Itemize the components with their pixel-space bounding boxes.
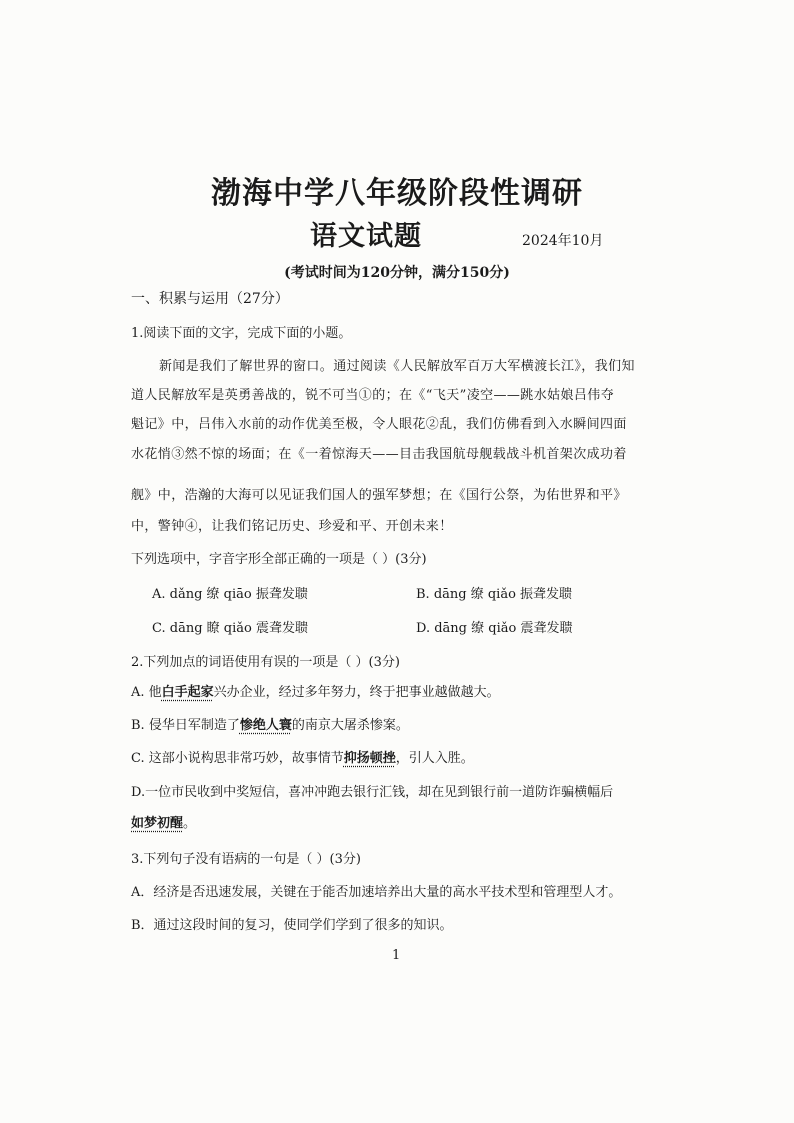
- passage-line: 道人民解放军是英勇善战的，锐不可当①的；在《“飞天”凌空——跳水姑娘吕伟夺: [131, 388, 615, 403]
- passage-line: 水花悄③然不惊的场面；在《一着惊海天——目击我国航母舰载战斗机首架次成功着: [131, 447, 627, 462]
- option-c: C. dāng 瞭 qiǎo 震聋发聩: [152, 621, 308, 636]
- question-2-option-a: A. 他白手起家兴办企业，经过多年努力，终于把事业越做越大。: [131, 685, 500, 700]
- passage-line: 魁记》中，吕伟入水前的动作优美至极，令人眼花②乱，我们仿佛看到入水瞬间四面: [131, 417, 627, 432]
- section-heading: 一、积累与运用（27分）: [131, 291, 289, 307]
- page-subtitle: 语文试题: [310, 221, 422, 252]
- passage-line: 舰》中，浩瀚的大海可以见证我们国人的强军梦想；在《国行公祭，为佑世界和平》: [131, 488, 627, 503]
- question-2-stem: 2.下列加点的词语使用有误的一项是（ ）(3分): [131, 655, 400, 670]
- question-2-option-d-cont: 如梦初醒。: [131, 816, 197, 831]
- page-number: 1: [392, 948, 401, 963]
- option-b: B. dāng 缭 qiǎo 振聋发聩: [416, 587, 573, 602]
- passage-line: 新闻是我们了解世界的窗口。通过阅读《人民解放军百万大军横渡长江》，我们知: [159, 359, 635, 374]
- question-1-stem: 下列选项中，字音字形全部正确的一项是（ ）(3分): [131, 552, 427, 567]
- option-d: D. dāng 缭 qiǎo 震聋发聩: [416, 621, 573, 636]
- exam-info: (考试时间为120分钟，满分150分): [284, 265, 510, 281]
- exam-date: 2024年10月: [522, 233, 604, 249]
- option-a: A. dǎng 缭 qiāo 振聋发聩: [152, 587, 308, 602]
- question-3-option-b: B．通过这段时间的复习，使同学们学到了很多的知识。: [131, 918, 453, 933]
- question-2-option-c: C. 这部小说构思非常巧妙，故事情节抑扬顿挫，引人入胜。: [131, 751, 474, 766]
- question-2-option-d: D.一位市民收到中奖短信，喜冲冲跑去银行汇钱，却在见到银行前一道防诈骗横幅后: [131, 785, 614, 800]
- question-2-option-b: B. 侵华日军制造了惨绝人寰的南京大屠杀惨案。: [131, 718, 409, 733]
- page-title: 渤海中学八年级阶段性调研: [211, 176, 583, 211]
- question-3-option-a: A．经济是否迅速发展，关键在于能否加速培养出大量的高水平技术型和管理型人才。: [131, 885, 622, 900]
- question-3-stem: 3.下列句子没有语病的一句是（ ）(3分): [131, 852, 361, 867]
- question-1-prompt: 1.阅读下面的文字，完成下面的小题。: [131, 326, 352, 341]
- passage-line: 中，警钟④，让我们铭记历史、珍爱和平、开创未来！: [131, 519, 453, 534]
